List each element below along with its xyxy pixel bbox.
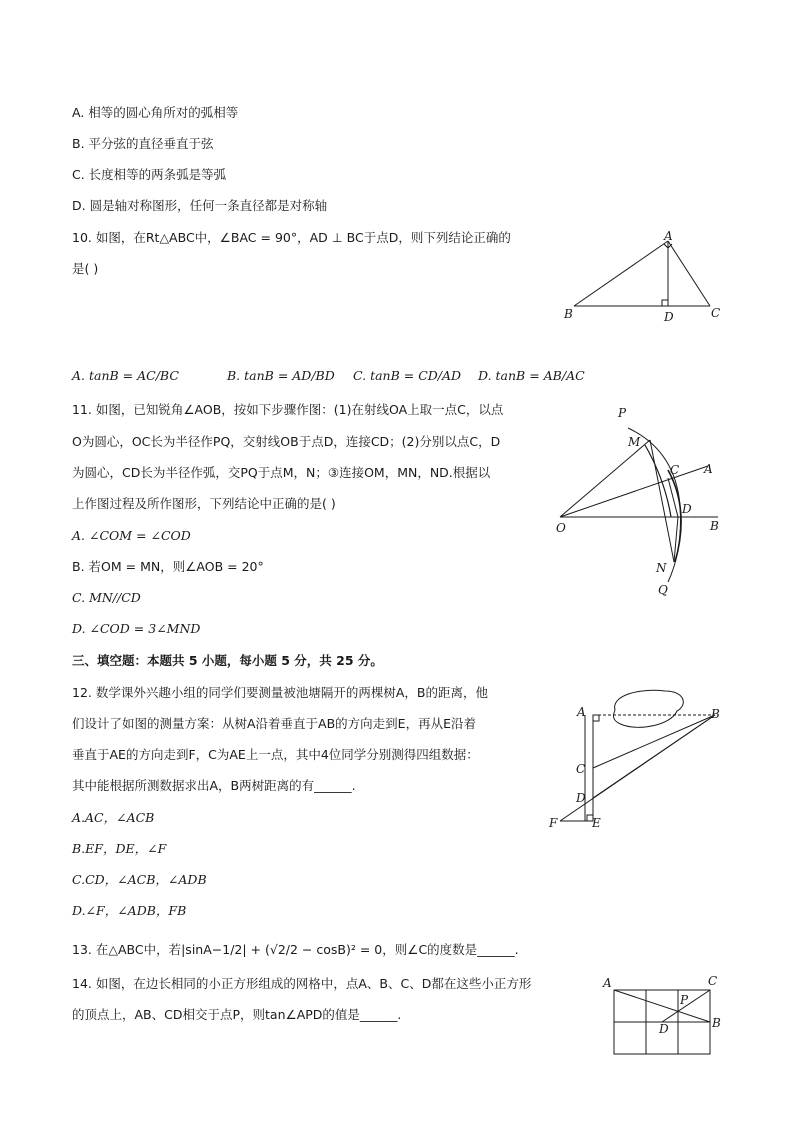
q11-stem-line2: O为圆心，OC长为半径作PQ，交射线OB于点D，连接CD；(2)分别以点C，D [72, 434, 501, 449]
q9-option-d: D. 圆是轴对称图形，任何一条直径都是对称轴 [72, 198, 328, 213]
q11-option-a: A. ∠COM = ∠COD [72, 528, 191, 543]
q14-label-d: D [659, 1022, 669, 1036]
q12-line-db [593, 715, 715, 798]
q10-label-a: A [664, 229, 673, 243]
q12-stem-line3: 垂直于AE的方向走到F，C为AE上一点，其中4位同学分别测得四组数据： [72, 747, 479, 762]
q12-label-d: D [576, 791, 586, 805]
section-3-heading: 三、填空题：本题共 5 小题，每小题 5 分，共 25 分。 [72, 653, 383, 668]
q11-label-b: B [710, 519, 719, 533]
q12-line-cb [593, 715, 715, 768]
q12-option-b: B.EF，DE，∠F [72, 841, 167, 856]
q12-option-d: D.∠F，∠ADB，FB [72, 903, 187, 918]
q10-triangle-figure [555, 228, 735, 328]
q9-option-b: B. 平分弦的直径垂直于弦 [72, 136, 214, 151]
q14-stem-line2: 的顶点上，AB、CD相交于点P，则tan∠APD的值是______. [72, 1007, 402, 1022]
q12-label-f: F [549, 816, 558, 830]
q9-option-c: C. 长度相等的两条弧是等弧 [72, 167, 227, 182]
q11-construction-figure [550, 400, 730, 600]
q11-stem-line3: 为圆心，CD长为半径作弧，交PQ于点M，N；③连接OM，MN，ND.根据以 [72, 465, 491, 480]
q11-stem-line4: 上作图过程及所作图形，下列结论中正确的是( ) [72, 496, 336, 511]
q12-label-a: A [577, 705, 586, 719]
q12-label-e: E [592, 816, 601, 830]
q11-arc-pq [628, 428, 681, 582]
q10-option-a: A. tanB = AC/BC [72, 368, 179, 383]
q9-option-a: A. 相等的圆心角所对的弧相等 [72, 105, 239, 120]
q14-label-p: P [680, 993, 689, 1007]
q12-pond-outline [613, 690, 683, 727]
q10-stem-line2: 是( ) [72, 261, 99, 276]
q11-segment-om [560, 440, 650, 517]
q12-option-c: C.CD，∠ACB，∠ADB [72, 872, 207, 887]
q12-option-a: A.AC，∠ACB [72, 810, 155, 825]
q10-option-c: C. tanB = CD/AD [353, 368, 462, 383]
q14-label-b: B [712, 1016, 721, 1030]
q11-label-d: D [682, 502, 692, 516]
q11-label-o: O [556, 521, 566, 535]
q11-option-b: B. 若OM = MN，则∠AOB = 20° [72, 559, 264, 574]
q11-segment-mn [650, 440, 674, 562]
q12-stem-line1: 12. 数学课外兴趣小组的同学们要测量被池塘隔开的两棵树A，B的距离，他 [72, 685, 488, 700]
q11-label-n: N [656, 561, 667, 575]
q11-option-d: D. ∠COD = 3∠MND [72, 621, 201, 636]
q14-label-a: A [603, 976, 612, 990]
q10-stem-line1: 10. 如图，在Rt△ABC中，∠BAC = 90°，AD ⊥ BC于点D，则下列结论正确的 [72, 230, 511, 245]
q11-label-q: Q [658, 583, 668, 597]
q11-option-c: C. MN//CD [72, 590, 141, 605]
q12-right-angle-a [593, 715, 599, 721]
q11-label-m: M [628, 435, 641, 449]
q12-label-b: B [711, 707, 720, 721]
q10-option-d: D. tanB = AB/AC [478, 368, 585, 383]
q14-label-c: C [708, 974, 718, 988]
q11-label-p: P [618, 406, 627, 420]
q11-label-c: C [670, 463, 680, 477]
q14-segment-ab [614, 990, 710, 1022]
q12-pond-figure [545, 685, 735, 835]
q10-side-ac [668, 241, 710, 306]
q14-stem-line1: 14. 如图，在边长相同的小正方形组成的网格中，点A、B、C、D都在这些小正方形 [72, 976, 532, 991]
q11-label-a: A [704, 462, 713, 476]
q11-stem-line1: 11. 如图，已知锐角∠AOB，按如下步骤作图：(1)在射线OA上取一点C，以点 [72, 402, 504, 417]
q10-label-d: D [664, 310, 674, 324]
q12-stem-line4: 其中能根据所测数据求出A，B两树距离的有______. [72, 778, 356, 793]
q14-grid-figure [598, 970, 728, 1060]
q13-stem: 13. 在△ABC中，若|sinA−1/2| + (√2/2 − cosB)² = 0，则∠C的度数是______. [72, 942, 519, 957]
q10-label-c: C [711, 306, 721, 320]
q12-label-c: C [576, 762, 586, 776]
q10-right-angle-d [662, 300, 668, 306]
q12-stem-line2: 们设计了如图的测量方案：从树A沿着垂直于AB的方向走到E，再从E沿着 [72, 716, 476, 731]
q10-label-b: B [564, 307, 573, 321]
q10-side-ab [574, 241, 668, 306]
q10-option-b: B. tanB = AD/BD [227, 368, 335, 383]
